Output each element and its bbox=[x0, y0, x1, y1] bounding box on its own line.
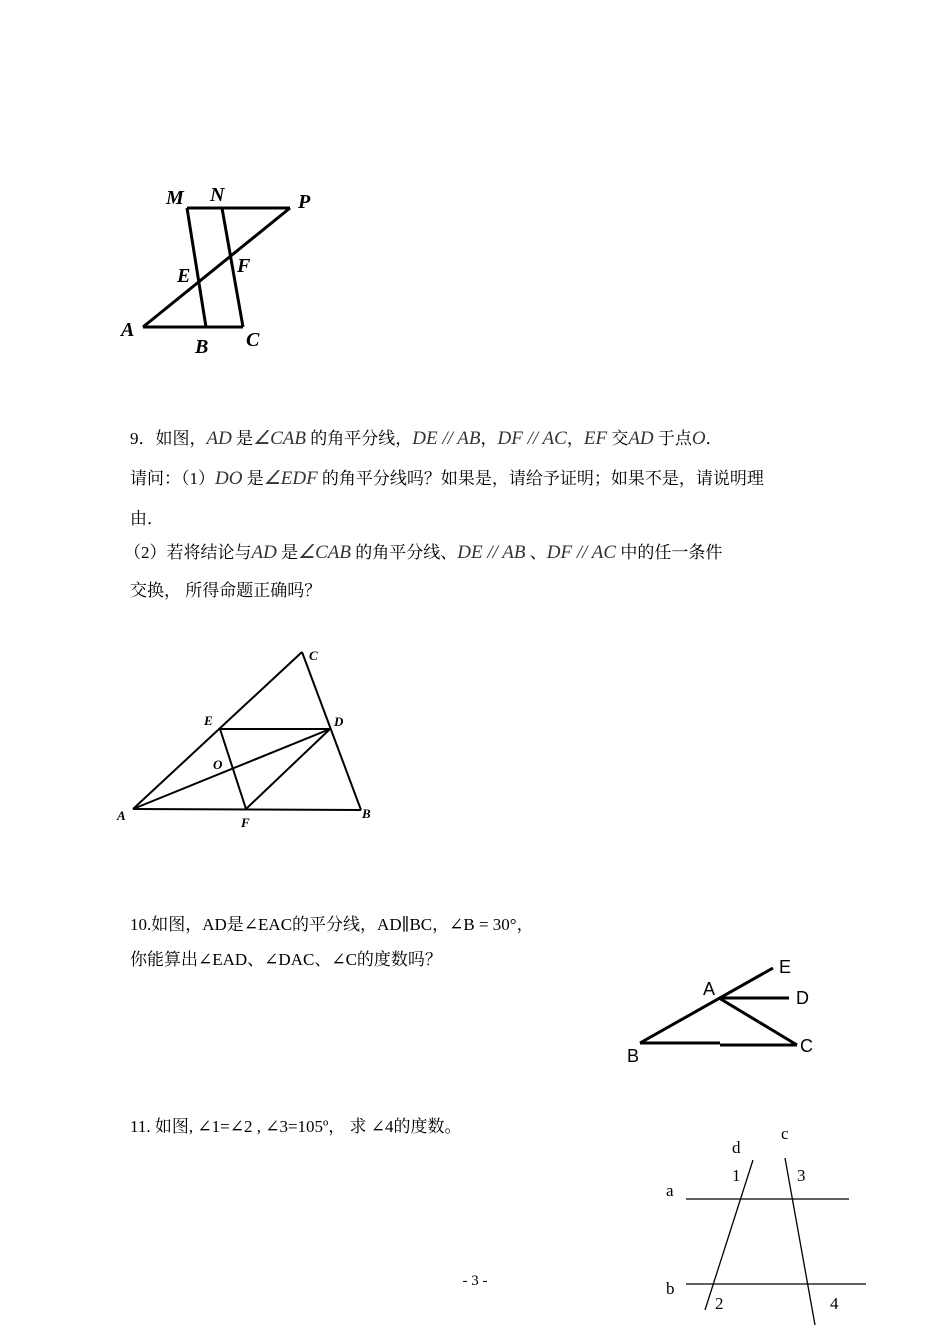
label-B: B bbox=[362, 806, 371, 821]
text: ， bbox=[566, 429, 584, 448]
label-b: b bbox=[666, 1279, 675, 1298]
label-E: E bbox=[177, 265, 191, 287]
label-d: d bbox=[732, 1138, 741, 1157]
math-angle-CAB: ∠CAB bbox=[253, 428, 306, 449]
label-A: A bbox=[703, 979, 716, 999]
label-N: N bbox=[210, 184, 225, 206]
label-M: M bbox=[166, 187, 184, 209]
text: 的角平分线吗？如果是，请给予证明；如果不是，请说明理 bbox=[317, 469, 764, 488]
label-E: E bbox=[779, 957, 792, 977]
math-DE-parallel-AB: DE // AB bbox=[412, 428, 481, 449]
label-C: C bbox=[800, 1036, 813, 1056]
math-angle-CAB: ∠CAB bbox=[298, 542, 351, 563]
math-DF-parallel-AC: DF // AC bbox=[497, 428, 567, 449]
text: 的角平分线， bbox=[306, 429, 413, 448]
math-AD: AD bbox=[628, 428, 654, 449]
label-E: E bbox=[204, 713, 213, 728]
label-P: P bbox=[298, 191, 311, 213]
label-A: A bbox=[117, 808, 126, 823]
label-F: F bbox=[241, 815, 250, 830]
math-AD: AD bbox=[251, 542, 277, 563]
label-A: A bbox=[121, 319, 135, 341]
math-angle-EDF: ∠EDF bbox=[263, 468, 318, 489]
label-C: C bbox=[309, 648, 318, 663]
text: 的角平分线、 bbox=[351, 543, 458, 562]
page-number: - 3 - bbox=[462, 1273, 488, 1289]
text: 中的任一条件 bbox=[616, 543, 723, 562]
q10-line-1: 10.如图，AD是∠EAC的平分线，AD∥BC，∠B = 30°， bbox=[130, 915, 534, 934]
label-B: B bbox=[195, 336, 209, 358]
text: 交 bbox=[607, 429, 629, 448]
math-O: O bbox=[691, 428, 706, 449]
label-c: c bbox=[781, 1124, 789, 1143]
label-3: 3 bbox=[797, 1166, 806, 1185]
text: 、 bbox=[525, 543, 547, 562]
math-EF: EF bbox=[583, 428, 608, 449]
math-DE-parallel-AB: DE // AB bbox=[457, 542, 526, 563]
q11-line-1: 11. 如图, ∠1=∠2 , ∠3=105º， 求 ∠4的度数。 bbox=[130, 1117, 462, 1136]
text: 于点 bbox=[653, 429, 692, 448]
text: ， bbox=[480, 429, 498, 448]
math-DF-parallel-AC: DF // AC bbox=[546, 542, 617, 563]
text: （2）若将结论与 bbox=[124, 543, 252, 562]
text: 是 bbox=[276, 543, 299, 562]
label-C: C bbox=[246, 329, 260, 351]
q9-line-5: 交换， 所得命题正确吗？ bbox=[130, 581, 322, 600]
label-2: 2 bbox=[715, 1294, 724, 1313]
label-B: B bbox=[627, 1046, 640, 1066]
text: ． bbox=[705, 429, 723, 448]
q10-line-2: 你能算出∠EAD、∠DAC、∠C的度数吗？ bbox=[130, 950, 442, 969]
text: 是 bbox=[242, 469, 264, 488]
q9-number: 9．如图， bbox=[130, 429, 207, 448]
label-4: 4 bbox=[830, 1294, 839, 1313]
label-D: D bbox=[796, 988, 809, 1008]
label-D: D bbox=[334, 714, 344, 729]
label-a: a bbox=[666, 1181, 674, 1200]
text: 是 bbox=[231, 429, 254, 448]
label-O: O bbox=[213, 757, 223, 772]
math-DO: DO bbox=[215, 468, 243, 489]
text: 请问：（1） bbox=[130, 469, 215, 488]
q9-line-3: 由． bbox=[130, 509, 164, 528]
label-1: 1 bbox=[732, 1166, 741, 1185]
label-F: F bbox=[237, 255, 251, 277]
math-AD: AD bbox=[206, 428, 232, 449]
